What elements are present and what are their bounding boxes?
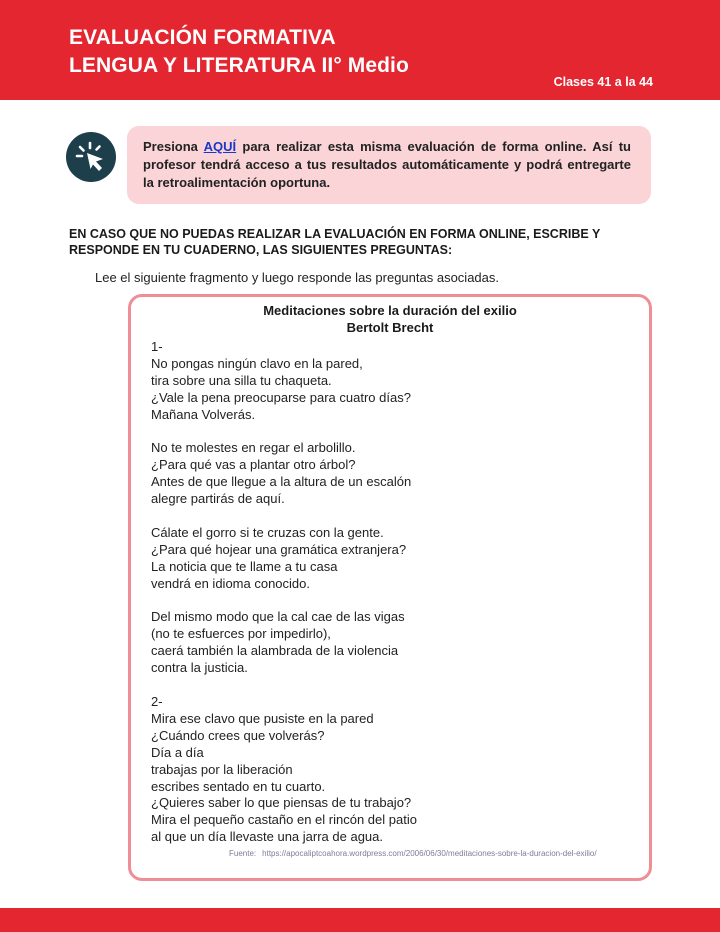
- poem-line: trabajas por la liberación: [151, 761, 293, 777]
- poem-line: ¿Cuándo crees que volverás?: [151, 727, 325, 743]
- stanza-number: 2-: [151, 693, 163, 709]
- poem-line: Del mismo modo que la cal cae de las vigas: [151, 609, 405, 625]
- poem-line: Mira el pequeño castaño en el rincón del patio: [151, 812, 417, 828]
- poem-line: Cálate el gorro si te cruzas con la gente.: [151, 524, 384, 540]
- online-evaluation-notice: [127, 126, 651, 204]
- notice-text-after: para realizar esta misma evaluación de forma online. Así tu profesor tendrá acceso a tus resultados automáticamente y podrá entregarte la retroalimentación oportuna.: [143, 139, 631, 190]
- poem-line: contra la justicia.: [151, 660, 248, 676]
- poem-stanza: [151, 339, 417, 424]
- poem-line: ¿Quieres saber lo que piensas de tu trabajo?: [151, 795, 412, 811]
- poem-line: alegre partirás de aquí.: [151, 491, 285, 507]
- instructions: EN CASO QUE NO PUEDAS REALIZAR LA EVALUACIÓN EN FORMA ONLINE, ESCRIBE Y RESPONDE EN TU CUADERNO, LAS SIGUIENTES PREGUNTAS:: [69, 227, 601, 257]
- page-header: [0, 0, 720, 100]
- source-citation: [229, 849, 597, 858]
- online-evaluation-link[interactable]: AQUÍ: [203, 139, 237, 154]
- poem-box: [128, 294, 652, 881]
- poem-line: No te molestes en regar el arbolillo.: [151, 440, 356, 456]
- reading-instruction: Lee el siguiente fragmento y luego responde las preguntas asociadas.: [95, 270, 499, 285]
- source-label: Fuente:: [229, 849, 257, 858]
- poem-line: ¿Vale la pena preocuparse para cuatro días?: [151, 389, 411, 405]
- poem-line: escribes sentado en tu cuarto.: [151, 778, 326, 794]
- footer-bar: [0, 908, 720, 932]
- poem-line: La noticia que te llame a tu casa: [151, 558, 338, 574]
- poem-line: Antes de que llegue a la altura de un escalón: [151, 474, 412, 490]
- poem-line: caerá también la alambrada de la violencia: [151, 643, 399, 659]
- stanza-number: 1-: [151, 339, 163, 354]
- poem-stanzas: [151, 339, 417, 863]
- cursor-click-icon: [66, 132, 116, 182]
- page-title-line1: EVALUACIÓN FORMATIVA: [69, 26, 336, 49]
- poem-stanza: [151, 694, 417, 846]
- poem-line: No pongas ningún clavo en la pared,: [151, 355, 363, 371]
- poem-line: ¿Para qué hojear una gramática extranjera?: [151, 541, 407, 557]
- poem-line: (no te esfuerces por impedirlo),: [151, 626, 331, 642]
- poem-line: tira sobre una silla tu chaqueta.: [151, 372, 332, 388]
- poem-author: Bertolt Brecht: [346, 320, 434, 335]
- poem-line: al que un día llevaste una jarra de agua.: [151, 829, 384, 845]
- poem-title: Meditaciones sobre la duración del exilio: [263, 303, 517, 318]
- poem-stanza: [151, 609, 417, 677]
- poem-line: vendrá en idioma conocido.: [151, 575, 310, 591]
- page-title-line2: LENGUA Y LITERATURA II° Medio: [69, 54, 409, 77]
- poem-stanza: [151, 525, 417, 593]
- notice-text-before: Presiona: [143, 139, 204, 154]
- poem-stanza: [151, 440, 417, 508]
- poem-line: ¿Para qué vas a plantar otro árbol?: [151, 457, 356, 473]
- poem-line: Mira ese clavo que pusiste en la pared: [151, 710, 374, 726]
- source-url: https://apocaliptcoahora.wordpress.com/2006/06/30/meditaciones-sobre-la-duracion-del-exilio/: [262, 849, 597, 858]
- poem-line: Mañana Volverás.: [151, 406, 256, 422]
- classes-label: Clases 41 a la 44: [553, 75, 653, 89]
- poem-line: Día a día: [151, 744, 204, 760]
